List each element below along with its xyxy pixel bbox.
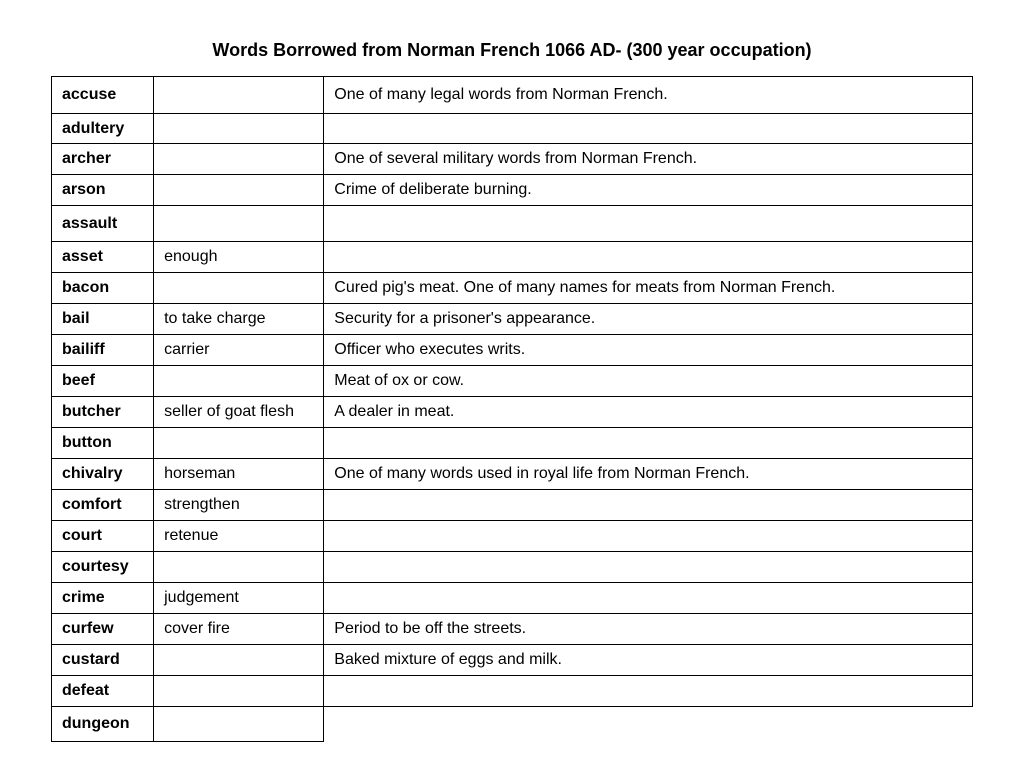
- word-cell: defeat: [52, 676, 154, 707]
- meaning-cell: [154, 114, 324, 144]
- page-title: Words Borrowed from Norman French 1066 AD- (300 year occupation): [212, 40, 812, 60]
- table-row: [52, 304, 973, 335]
- table-row: [52, 175, 973, 206]
- meaning-cell: [154, 273, 324, 304]
- meaning-cell: horseman: [154, 459, 324, 490]
- meaning-cell: cover fire: [154, 614, 324, 645]
- word-cell: court: [52, 521, 154, 552]
- word-cell: curfew: [52, 614, 154, 645]
- meaning-cell: [154, 206, 324, 242]
- table-row: [52, 676, 973, 707]
- note-cell: Baked mixture of eggs and milk.: [324, 645, 973, 676]
- table-row: [52, 614, 973, 645]
- table-row: [52, 583, 973, 614]
- note-cell: [324, 490, 973, 521]
- note-cell: [324, 242, 973, 273]
- meaning-cell: [154, 707, 324, 742]
- note-cell: Meat of ox or cow.: [324, 366, 973, 397]
- note-cell: [324, 676, 973, 707]
- word-cell: dungeon: [52, 707, 154, 742]
- meaning-cell: [154, 645, 324, 676]
- word-cell: beef: [52, 366, 154, 397]
- table-row: [52, 645, 973, 676]
- note-cell: [324, 552, 973, 583]
- word-cell: accuse: [52, 77, 154, 114]
- note-cell: [324, 428, 973, 459]
- note-cell: One of many words used in royal life from Norman French.: [324, 459, 973, 490]
- word-cell: button: [52, 428, 154, 459]
- note-cell: [324, 707, 973, 742]
- note-cell: Crime of deliberate burning.: [324, 175, 973, 206]
- word-cell: chivalry: [52, 459, 154, 490]
- word-cell: bacon: [52, 273, 154, 304]
- table-row: [52, 428, 973, 459]
- word-cell: comfort: [52, 490, 154, 521]
- table-row: [52, 552, 973, 583]
- table-row: [52, 490, 973, 521]
- note-cell: A dealer in meat.: [324, 397, 973, 428]
- word-cell: assault: [52, 206, 154, 242]
- meaning-cell: [154, 428, 324, 459]
- meaning-cell: retenue: [154, 521, 324, 552]
- table-row: [52, 206, 973, 242]
- word-cell: archer: [52, 144, 154, 175]
- word-cell: bailiff: [52, 335, 154, 366]
- word-cell: butcher: [52, 397, 154, 428]
- word-table: [51, 76, 973, 742]
- note-cell: Security for a prisoner's appearance.: [324, 304, 973, 335]
- note-cell: [324, 583, 973, 614]
- meaning-cell: [154, 366, 324, 397]
- note-cell: One of many legal words from Norman French.: [324, 77, 973, 114]
- table-row: [52, 366, 973, 397]
- table-row: [52, 273, 973, 304]
- table-row: [52, 77, 973, 114]
- meaning-cell: judgement: [154, 583, 324, 614]
- word-cell: crime: [52, 583, 154, 614]
- meaning-cell: strengthen: [154, 490, 324, 521]
- table-row: [52, 459, 973, 490]
- word-cell: courtesy: [52, 552, 154, 583]
- note-cell: Cured pig's meat. One of many names for meats from Norman French.: [324, 273, 973, 304]
- table-row: [52, 242, 973, 273]
- note-cell: [324, 114, 973, 144]
- table-row: [52, 397, 973, 428]
- word-cell: asset: [52, 242, 154, 273]
- note-cell: Officer who executes writs.: [324, 335, 973, 366]
- word-cell: arson: [52, 175, 154, 206]
- word-cell: bail: [52, 304, 154, 335]
- table-row: [52, 114, 973, 144]
- note-cell: One of several military words from Norman French.: [324, 144, 973, 175]
- meaning-cell: seller of goat flesh: [154, 397, 324, 428]
- table-row: [52, 707, 973, 742]
- note-cell: Period to be off the streets.: [324, 614, 973, 645]
- word-cell: custard: [52, 645, 154, 676]
- table-row: [52, 335, 973, 366]
- meaning-cell: [154, 144, 324, 175]
- note-cell: [324, 521, 973, 552]
- meaning-cell: carrier: [154, 335, 324, 366]
- table-row: [52, 521, 973, 552]
- meaning-cell: [154, 175, 324, 206]
- word-cell: adultery: [52, 114, 154, 144]
- meaning-cell: to take charge: [154, 304, 324, 335]
- meaning-cell: [154, 552, 324, 583]
- table-row: [52, 144, 973, 175]
- note-cell: [324, 206, 973, 242]
- meaning-cell: [154, 77, 324, 114]
- meaning-cell: enough: [154, 242, 324, 273]
- meaning-cell: [154, 676, 324, 707]
